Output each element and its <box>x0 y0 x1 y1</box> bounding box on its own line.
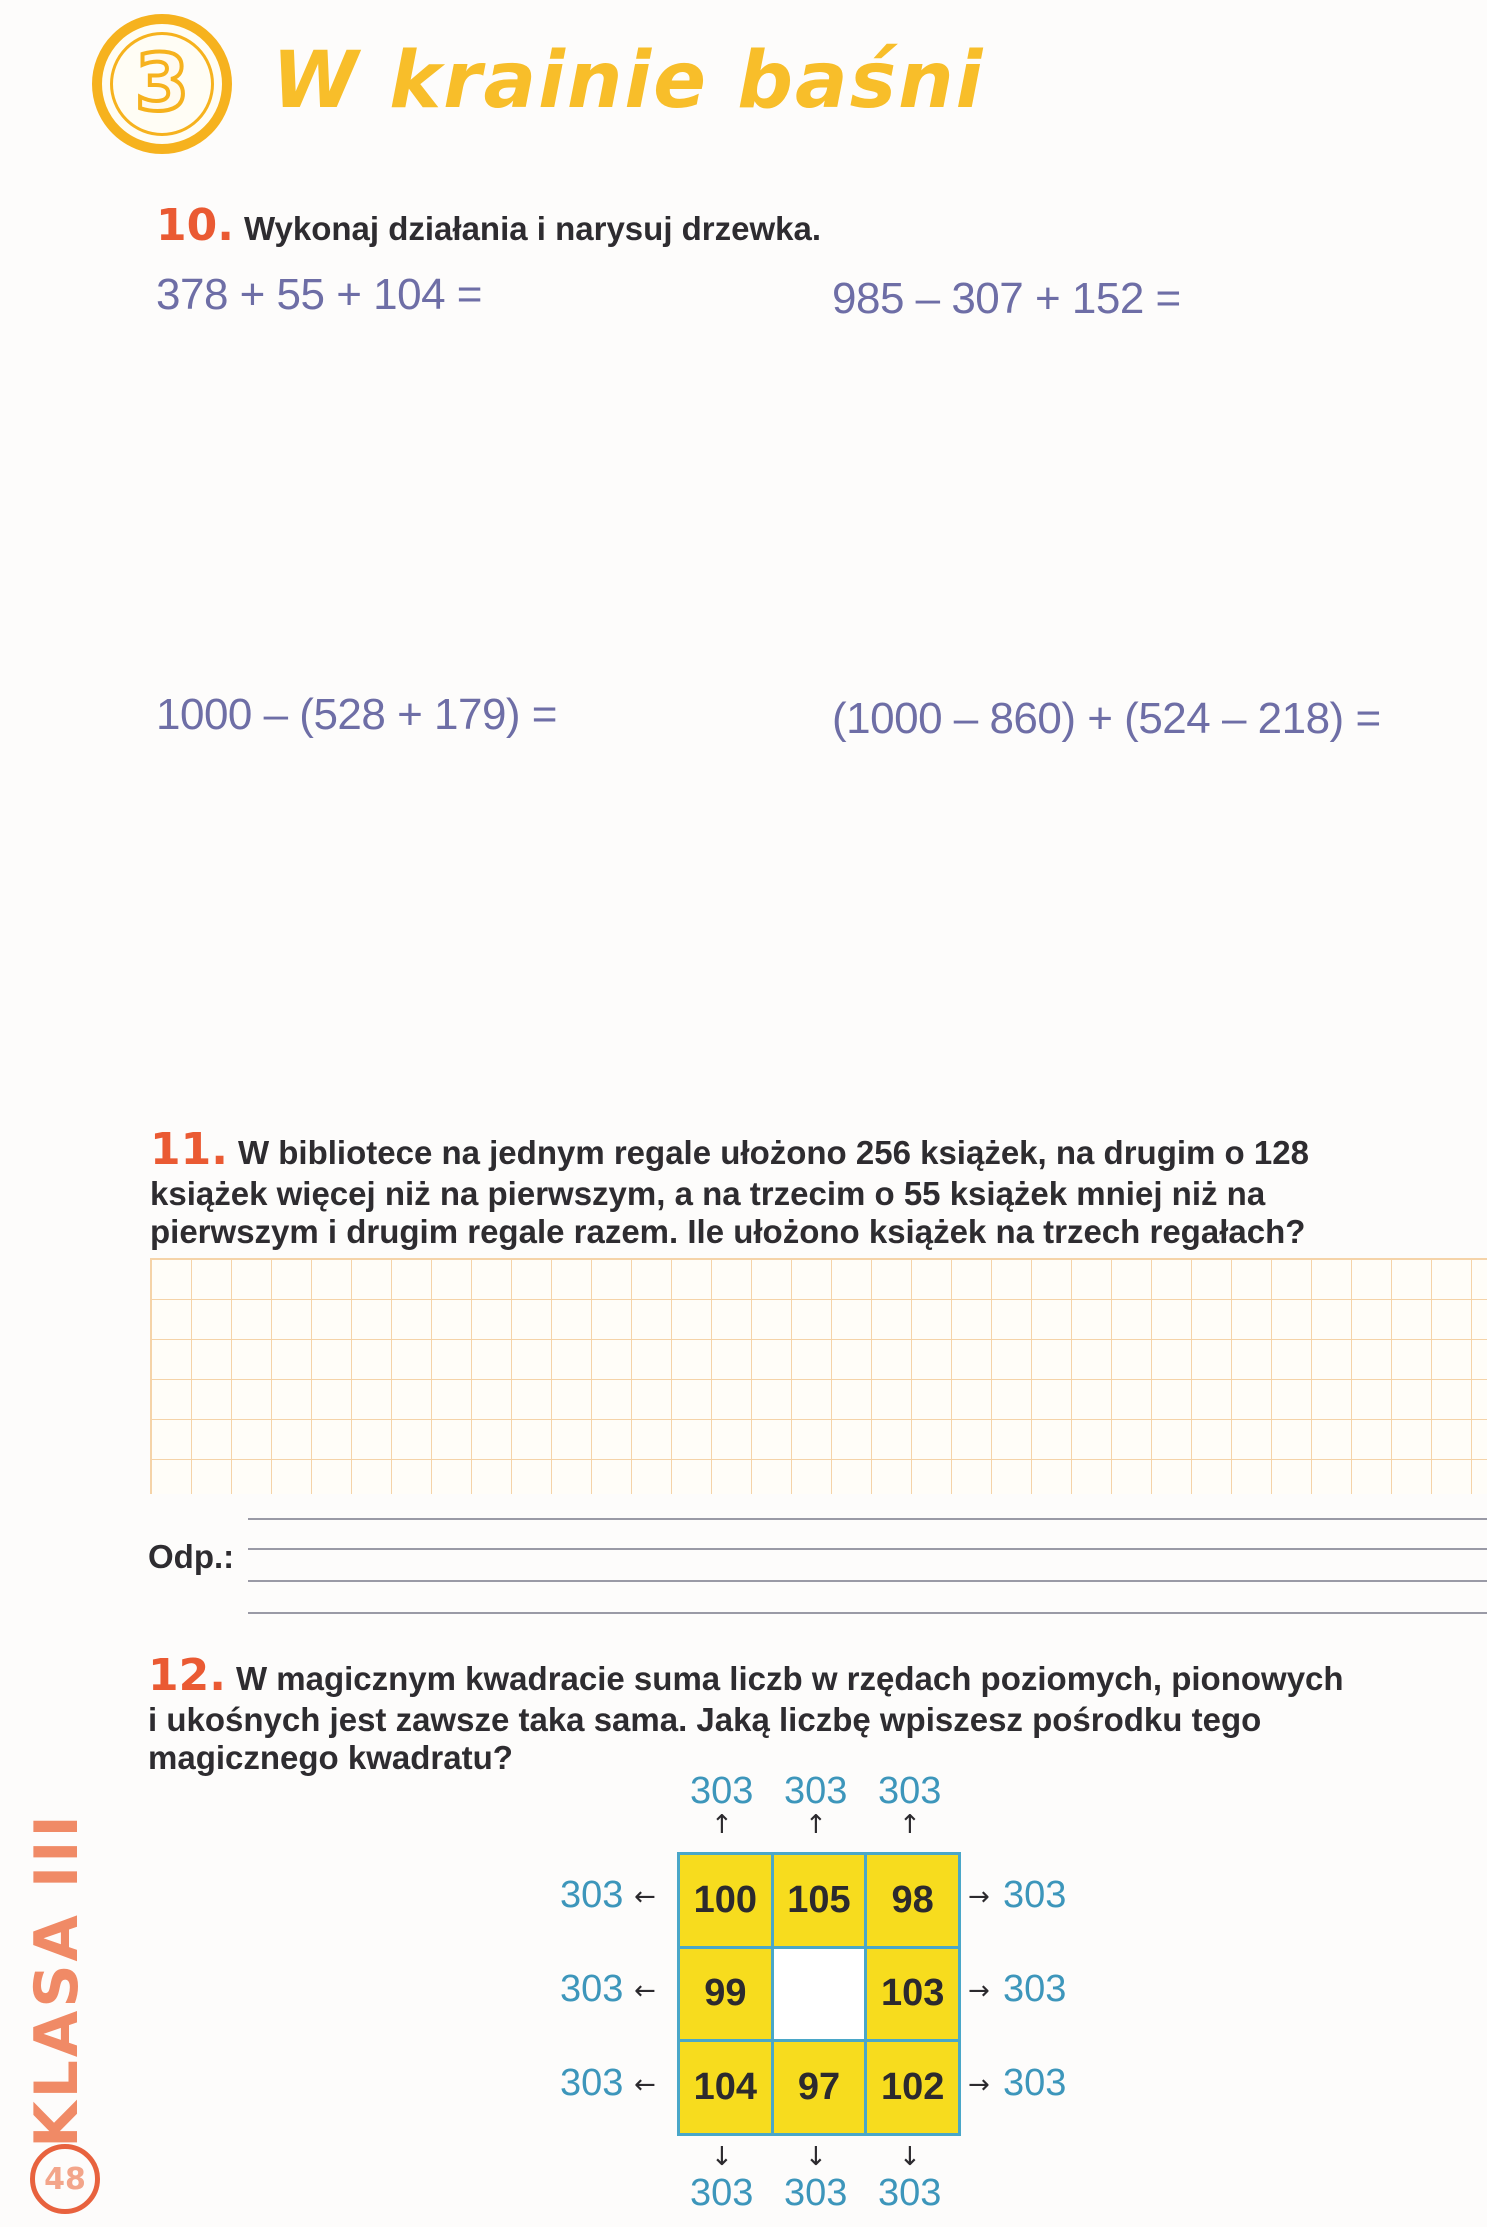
arrow-up-icon: ↑ <box>711 1810 733 1840</box>
class-label-text: KLASA III <box>22 1812 92 2148</box>
magic-square <box>677 1852 961 2136</box>
square-cell: 100 <box>680 1855 771 1946</box>
sum-top-3: 303 <box>878 1770 942 1812</box>
arrow-up-icon: ↑ <box>899 1810 921 1840</box>
sum-bottom-2: 303 <box>784 2172 848 2214</box>
sum-right-2: 303 <box>1003 1968 1067 2010</box>
exercise-10-instruction: Wykonaj działania i narysuj drzewka. <box>243 210 822 247</box>
sum-top-2: 303 <box>784 1770 848 1812</box>
arrow-up-icon: ↑ <box>805 1810 827 1840</box>
exercise-12-line-3: magicznego kwadratu? <box>148 1739 513 1776</box>
equation-4: (1000 – 860) + (524 – 218) = <box>832 694 1381 743</box>
arrow-down-icon: ↓ <box>805 2142 827 2172</box>
arrow-down-icon: ↓ <box>899 2142 921 2172</box>
arrow-down-icon: ↓ <box>711 2142 733 2172</box>
square-cell: 97 <box>774 2042 865 2133</box>
answer-line-3[interactable] <box>248 1580 1487 1582</box>
exercise-11-line-2: książek więcej niż na pierwszym, a na trzecim o 55 książek mniej niż na <box>150 1175 1266 1212</box>
exercise-10-number: 10. <box>156 200 234 251</box>
sum-top-1: 303 <box>690 1770 754 1812</box>
exercise-11-number: 11. <box>150 1124 228 1175</box>
chapter-number: 3 <box>110 32 214 136</box>
square-cell: 99 <box>680 1949 771 2040</box>
square-cell: 102 <box>867 2042 958 2133</box>
exercise-12-number: 12. <box>148 1650 226 1701</box>
answer-line-4[interactable] <box>248 1612 1487 1614</box>
answer-label: Odp.: <box>148 1538 235 1575</box>
page-number: 48 <box>30 2144 100 2214</box>
arrow-right-icon: → <box>968 2070 990 2100</box>
arrow-left-icon: ← <box>634 1882 656 1912</box>
arrow-left-icon: ← <box>634 1976 656 2006</box>
exercise-12-line-2: i ukośnych jest zawsze taka sama. Jaką liczbę wpiszesz pośrodku tego <box>148 1701 1262 1738</box>
square-cell: 103 <box>867 1949 958 2040</box>
exercise-11-line-1: W bibliotece na jednym regale ułożono 256 książek, na drugim o 128 <box>237 1134 1309 1171</box>
exercise-12-heading <box>148 1650 1468 1777</box>
square-cell: 98 <box>867 1855 958 1946</box>
sum-bottom-1: 303 <box>690 2172 754 2214</box>
square-cell: 104 <box>680 2042 771 2133</box>
sum-right-3: 303 <box>1003 2062 1067 2104</box>
exercise-12-line-1: W magicznym kwadracie suma liczb w rzędach poziomych, pionowych <box>235 1660 1344 1697</box>
exercise-11-heading <box>150 1124 1450 1251</box>
sum-left-1: 303 <box>560 1874 624 1916</box>
sum-bottom-3: 303 <box>878 2172 942 2214</box>
answer-line-2[interactable] <box>248 1548 1487 1550</box>
class-label <box>22 1812 92 2148</box>
arrow-right-icon: → <box>968 1976 990 2006</box>
square-cell: 105 <box>774 1855 865 1946</box>
equation-1: 378 + 55 + 104 = <box>156 270 482 319</box>
answer-line-1[interactable] <box>248 1518 1487 1520</box>
equation-3: 1000 – (528 + 179) = <box>156 690 557 739</box>
work-grid[interactable] <box>150 1258 1487 1494</box>
sum-right-1: 303 <box>1003 1874 1067 1916</box>
exercise-10-heading <box>156 200 821 251</box>
chapter-title: W krainie baśni <box>272 36 985 126</box>
arrow-right-icon: → <box>968 1882 990 1912</box>
sum-left-3: 303 <box>560 2062 624 2104</box>
sum-left-2: 303 <box>560 1968 624 2010</box>
square-center-blank[interactable] <box>774 1949 865 2040</box>
equation-2: 985 – 307 + 152 = <box>832 274 1181 323</box>
chapter-badge <box>92 14 232 154</box>
exercise-11-line-3: pierwszym i drugim regale razem. Ile ułożono książek na trzech regałach? <box>150 1213 1306 1250</box>
arrow-left-icon: ← <box>634 2070 656 2100</box>
